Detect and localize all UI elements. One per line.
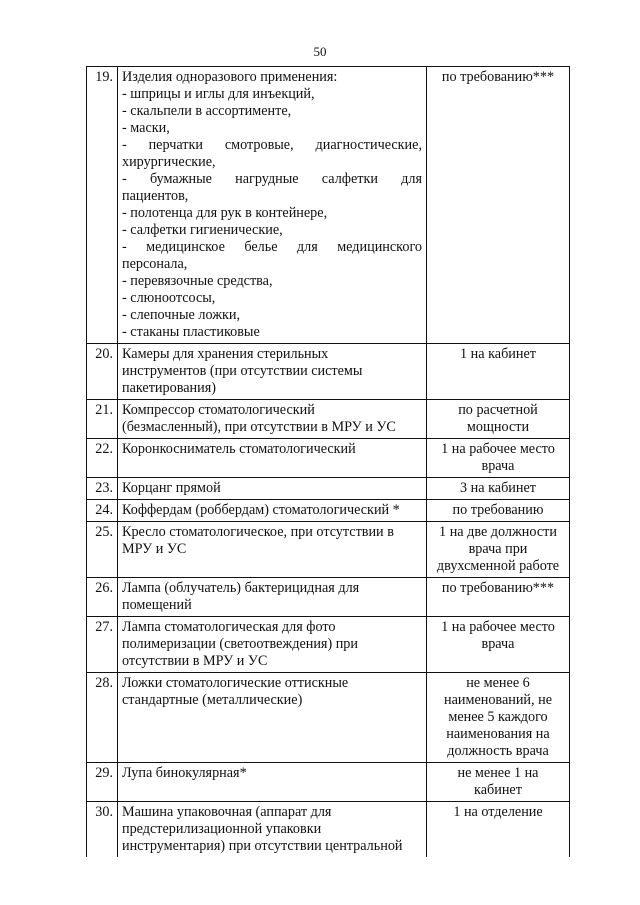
item-name-line: Коронкосниматель стоматологический: [122, 441, 356, 457]
item-name-line: - маски,: [122, 120, 170, 136]
item-quantity-line: по требованию***: [441, 69, 555, 85]
item-quantity: [427, 478, 570, 500]
item-quantity-line: врача: [481, 636, 515, 652]
item-name-line: - салфетки гигиенические,: [122, 222, 283, 238]
item-quantity: [427, 617, 570, 673]
item-quantity-line: по требованию: [452, 502, 544, 518]
table-row: [87, 802, 570, 858]
row-number: 25.: [87, 522, 118, 578]
row-number: 24.: [87, 500, 118, 522]
item-name-line: - бумажные нагрудные салфетки для: [122, 171, 422, 187]
page-number: 50: [313, 44, 327, 59]
item-quantity-line: 3 на кабинет: [460, 480, 536, 496]
item-name-line: - стаканы пластиковые: [122, 324, 260, 340]
item-name-line: пакетирования): [122, 380, 216, 396]
item-quantity-line: менее 5 каждого: [448, 709, 548, 725]
table-row: [87, 344, 570, 400]
item-quantity-line: 1 на рабочее место: [441, 441, 555, 457]
item-name: [118, 478, 427, 500]
item-name: [118, 673, 427, 763]
item-name-line: предстерилизационной упаковки: [122, 821, 322, 837]
item-quantity-line: 1 на кабинет: [460, 346, 536, 362]
item-name: [118, 578, 427, 617]
item-name: [118, 802, 427, 858]
item-quantity: [427, 439, 570, 478]
item-quantity-line: мощности: [466, 419, 530, 435]
item-quantity-line: не менее 1 на: [457, 765, 539, 781]
table-row: [87, 67, 570, 344]
item-quantity: [427, 763, 570, 802]
item-name-line: Кресло стоматологическое, при отсутствии в: [122, 524, 394, 540]
item-quantity: [427, 400, 570, 439]
item-quantity: [427, 67, 570, 344]
item-name-line: Компрессор стоматологический: [122, 402, 315, 418]
item-name-line: Изделия одноразового применения:: [122, 69, 338, 85]
item-quantity: [427, 522, 570, 578]
item-name: [118, 522, 427, 578]
item-name-line: Машина упаковочная (аппарат для: [122, 804, 332, 820]
table-row: [87, 522, 570, 578]
item-quantity: [427, 578, 570, 617]
item-name-line: Камеры для хранения стерильных: [122, 346, 329, 362]
item-quantity-line: по расчетной: [458, 402, 538, 418]
table-row: [87, 478, 570, 500]
table-row: [87, 617, 570, 673]
row-number: 20.: [87, 344, 118, 400]
item-quantity: [427, 802, 570, 858]
item-name: [118, 763, 427, 802]
item-name-line: - слюноотсосы,: [122, 290, 216, 306]
table-row: [87, 439, 570, 478]
item-name: [118, 500, 427, 522]
table-row: [87, 500, 570, 522]
item-quantity-line: по требованию***: [441, 580, 555, 596]
item-name-line: инструментов (при отсутствии системы: [122, 363, 363, 379]
item-name-line: - слепочные ложки,: [122, 307, 241, 323]
table-row: [87, 673, 570, 763]
item-name-line: пациентов,: [122, 188, 189, 204]
item-name-line: Ложки стоматологические оттискные: [122, 675, 349, 691]
item-name: [118, 67, 427, 344]
row-number: 26.: [87, 578, 118, 617]
item-name-line: Лампа (облучатель) бактерицидная для: [122, 580, 360, 596]
item-name-line: помещений: [122, 597, 192, 613]
item-name-line: Лупа бинокулярная*: [122, 765, 247, 781]
item-quantity-line: врача при: [468, 541, 528, 557]
item-name-line: хирургические,: [122, 154, 216, 170]
row-number: 19.: [87, 67, 118, 344]
item-quantity-line: наименования на: [446, 726, 550, 742]
item-name-line: Коффердам (роббердам) стоматологический *: [122, 502, 400, 518]
item-name-line: - перевязочные средства,: [122, 273, 273, 289]
item-quantity-line: врача: [481, 458, 515, 474]
row-number: 28.: [87, 673, 118, 763]
item-name: [118, 400, 427, 439]
item-quantity-line: 1 на рабочее место: [441, 619, 555, 635]
item-name-line: - медицинское белье для медицинского: [122, 239, 422, 255]
item-quantity: [427, 673, 570, 763]
table-row: [87, 578, 570, 617]
item-name-line: Лампа стоматологическая для фото: [122, 619, 336, 635]
item-quantity: [427, 344, 570, 400]
item-quantity-line: 1 на две должности: [439, 524, 557, 540]
item-name-line: полимеризации (светоотвеждения) при: [122, 636, 358, 652]
item-quantity-line: двухсменной работе: [436, 558, 560, 574]
item-quantity: [427, 500, 570, 522]
equipment-table: [86, 66, 570, 857]
item-quantity-line: кабинет: [474, 782, 522, 798]
table-row: [87, 400, 570, 439]
row-number: 29.: [87, 763, 118, 802]
row-number: 21.: [87, 400, 118, 439]
item-name-line: - скальпели в ассортименте,: [122, 103, 292, 119]
row-number: 30.: [87, 802, 118, 858]
item-name-line: стандартные (металлические): [122, 692, 303, 708]
item-quantity-line: не менее 6: [466, 675, 530, 691]
row-number: 27.: [87, 617, 118, 673]
row-number: 23.: [87, 478, 118, 500]
item-name-line: отсутствии в МРУ и УС: [122, 653, 268, 669]
item-name-line: Корцанг прямой: [122, 480, 221, 496]
item-name-line: (безмасленный), при отсутствии в МРУ и УС: [122, 419, 396, 435]
item-quantity-line: должность врача: [447, 743, 549, 759]
item-name-line: персонала,: [122, 256, 188, 272]
table-row: [87, 763, 570, 802]
item-name: [118, 439, 427, 478]
item-quantity-line: 1 на отделение: [453, 804, 543, 820]
row-number: 22.: [87, 439, 118, 478]
item-name-line: - шприцы и иглы для инъекций,: [122, 86, 315, 102]
item-name: [118, 617, 427, 673]
item-name-line: - перчатки смотровые, диагностические,: [122, 137, 422, 153]
item-name-line: МРУ и УС: [122, 541, 187, 557]
item-quantity-line: наименований, не: [443, 692, 552, 708]
item-name: [118, 344, 427, 400]
item-name-line: инструментария) при отсутствии центральной: [122, 838, 403, 854]
item-name-line: - полотенца для рук в контейнере,: [122, 205, 328, 221]
